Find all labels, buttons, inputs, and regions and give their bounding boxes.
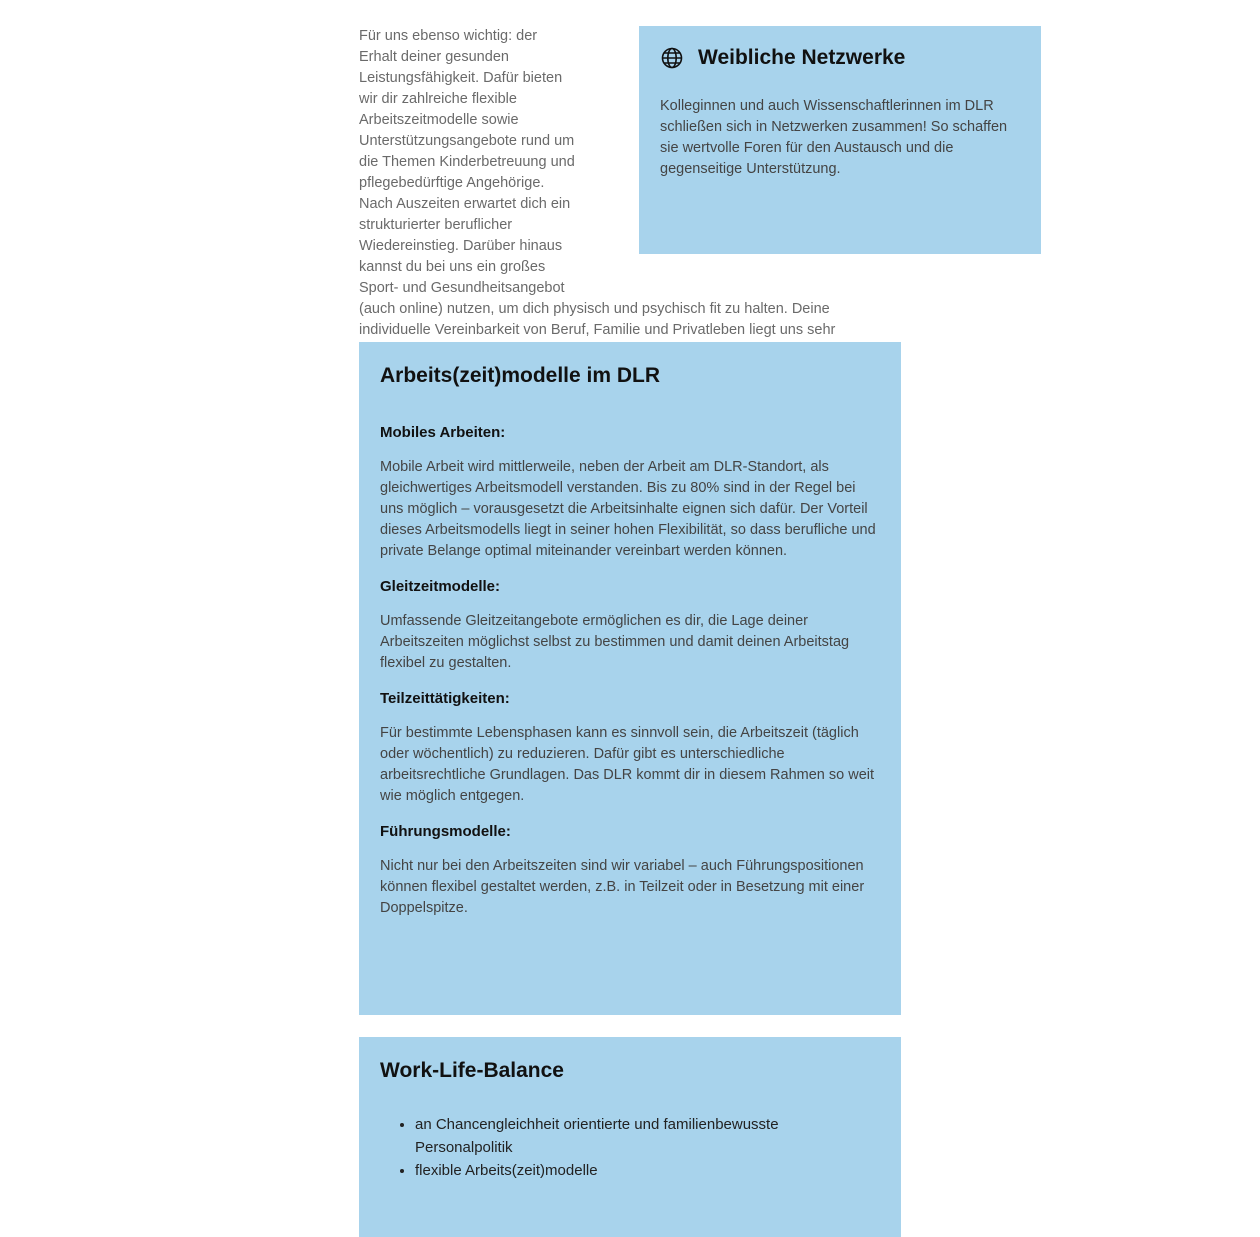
section-heading-flextime: Gleitzeitmodelle: <box>380 578 501 595</box>
networks-heading-row <box>660 46 1020 70</box>
globe-icon <box>660 46 684 70</box>
networks-info-box <box>639 26 1041 254</box>
section-text-parttime: Für bestimmte Lebensphasen kann es sinnvoll sein, die Arbeitszeit (täglich oder wöchentlich) zu reduzieren. Dafür gibt es unterschiedliche arbeitsrechtliche Grundlagen. Das DLR kommt dir in diesem Rahmen so weit wie möglich entgegen. <box>380 725 875 804</box>
list-item: • flexible Arbeits(zeit)modelle <box>415 1159 880 1182</box>
section-heading-parttime: Teilzeittätigkeiten: <box>380 690 510 707</box>
work-life-balance-box <box>359 1037 901 1237</box>
networks-title: Weibliche Netzwerke <box>698 46 906 69</box>
intro-text: Für uns ebenso wichtig: der Erhalt deiner gesunden Leistungsfähigkeit. Dafür bieten wir dir zahlreiche flexible Arbeitszeitmodelle sowie Unterstützungsangebote rund um die Themen Kinderbetreuung und pflegebedürftige Angehörige. Nach Auszeiten erwartet dich ein strukturierter beruflicher Wiedereinstieg. Darüber hinaus kannst du bei uns ein großes Sport- und Gesundheitsangebot (auch online) nutzen, um dich physisch und psychisch fit zu halten. Deine individuelle Vereinbarkeit von Beruf, Familie und Privatleben liegt uns sehr <box>359 28 836 338</box>
list-item: • an Chancengleichheit orientierte und familienbewusste Personalpolitik <box>415 1113 880 1159</box>
section-text-leadership: Nicht nur bei den Arbeitszeiten sind wir variabel – auch Führungspositionen können flexibel gestaltet werden, z.B. in Teilzeit oder in Besetzung mit einer Doppelspitze. <box>380 858 865 916</box>
section-heading-leadership: Führungsmodelle: <box>380 823 511 840</box>
work-life-balance-title: Work-Life-Balance <box>380 1059 564 1082</box>
networks-text: Kolleginnen und auch Wissenschaftlerinnen im DLR schließen sich in Netzwerken zusammen! So schaffen sie wertvolle Foren für den Austausch und die gegenseitige Unterstützung. <box>660 98 1008 177</box>
work-models-title: Arbeits(zeit)modelle im DLR <box>380 364 661 387</box>
section-text-mobile: Mobile Arbeit wird mittlerweile, neben der Arbeit am DLR-Standort, als gleichwertiges Arbeitsmodell verstanden. Bis zu 80% sind in der Regel bei uns möglich – vorausgesetzt die Arbeitsinhalte eignen sich dafür. Der Vorteil dieses Arbeitsmodells liegt in seiner hohen Flexibilität, so dass berufliche und private Belange optimal miteinander vereinbart werden können. <box>380 459 876 559</box>
work-life-balance-list <box>380 1113 880 1182</box>
section-text-flextime: Umfassende Gleitzeitangebote ermöglichen es dir, die Lage deiner Arbeitszeiten möglichst selbst zu bestimmen und damit deinen Arbeitstag flexibel zu gestalten. <box>380 613 850 671</box>
section-heading-mobile: Mobiles Arbeiten: <box>380 424 506 441</box>
work-models-box <box>359 342 901 1015</box>
